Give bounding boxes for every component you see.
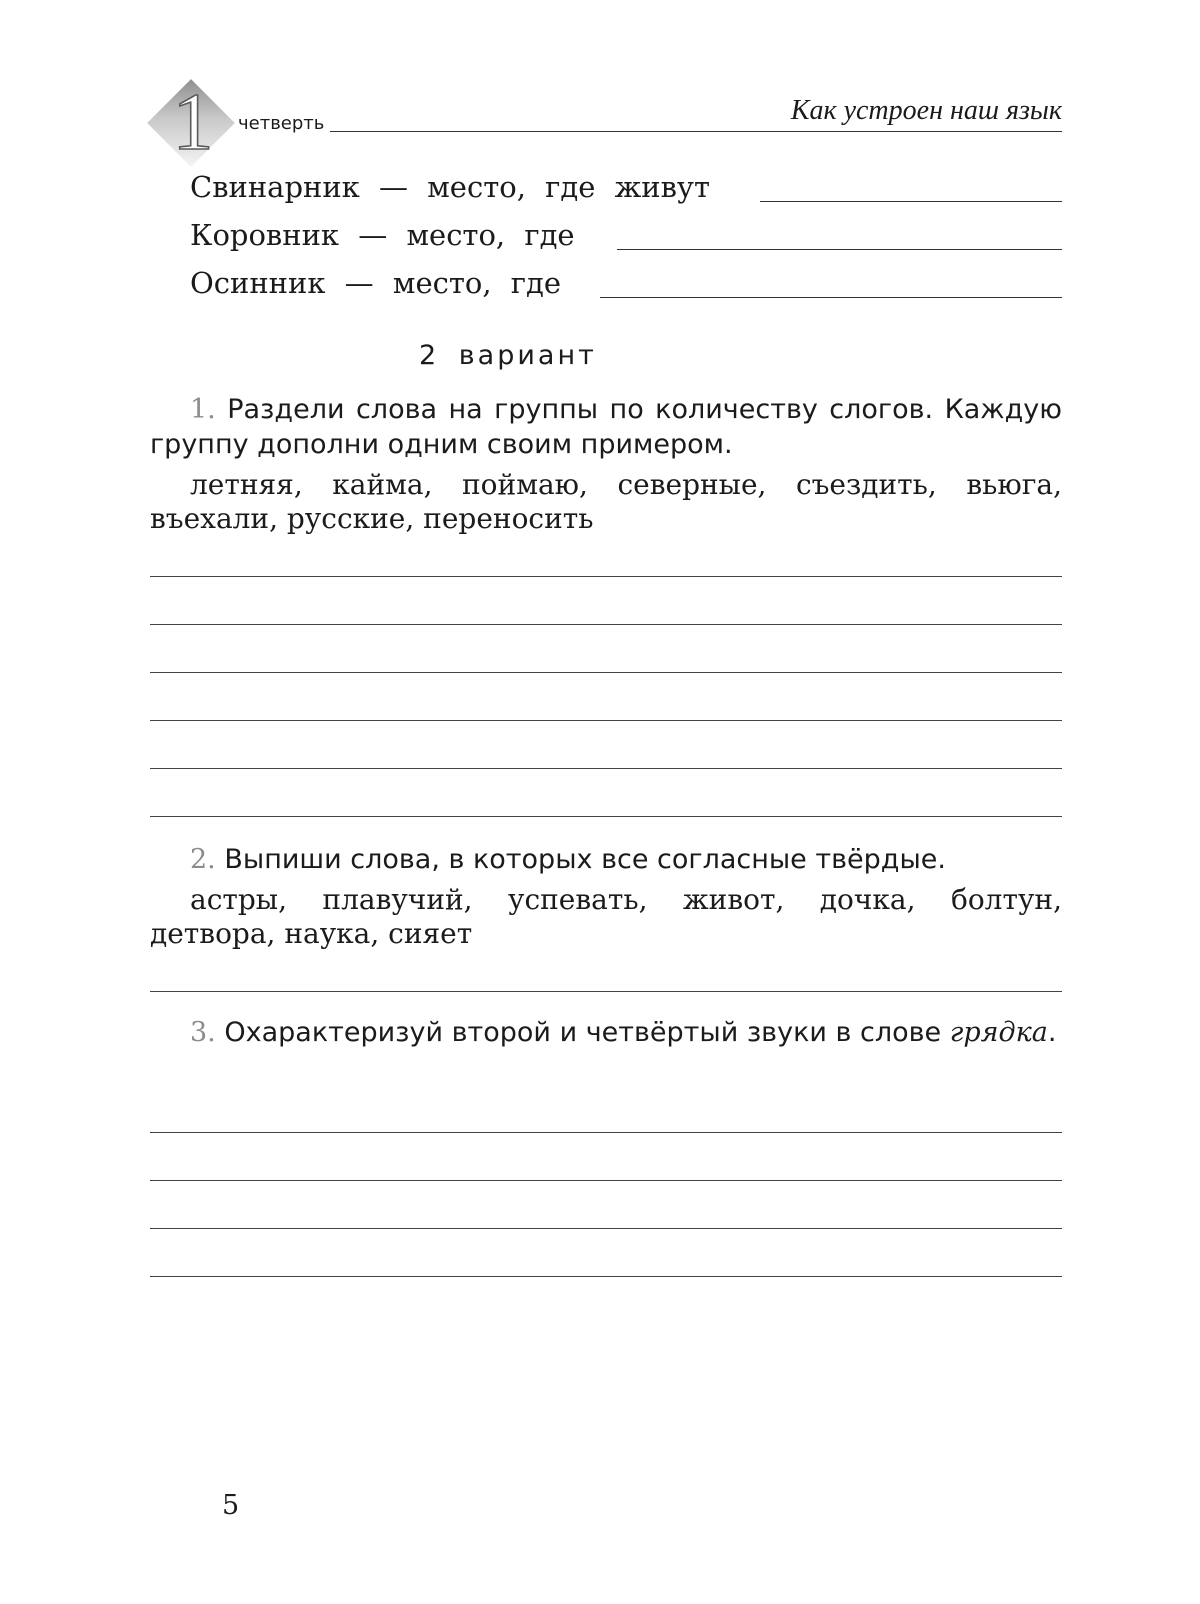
task-3-target-word: грядка — [949, 1017, 1048, 1048]
task-3-answer-line[interactable] — [150, 1132, 1062, 1133]
task-3-number: 3. — [190, 1017, 216, 1048]
task-1-words: летняя, кайма, поймаю, северные, съездить, вьюга, въехали, русские, переносить — [150, 468, 1062, 535]
definition-row-1: Свинарник — место, где живут — [190, 170, 711, 204]
definition-answer-line-2[interactable] — [617, 249, 1062, 250]
task-1-instruction-para — [150, 392, 1062, 462]
quarter-number: 1 — [172, 76, 214, 167]
task-3-answer-line[interactable] — [150, 1276, 1062, 1277]
page-number: 5 — [222, 1490, 240, 1521]
task-1 — [150, 392, 1062, 536]
task-1-answer-line[interactable] — [150, 672, 1062, 673]
task-2-answer-line[interactable] — [150, 991, 1062, 992]
definition-row-2: Коровник — место, где — [190, 218, 575, 252]
task-3-answer-line[interactable] — [150, 1228, 1062, 1229]
task-3-period: . — [1047, 1017, 1057, 1048]
variant-title: 2 вариант — [419, 340, 597, 371]
task-2-number: 2. — [190, 844, 216, 875]
task-3 — [150, 1015, 1062, 1050]
task-2 — [150, 842, 1062, 951]
section-title: Как устроен наш язык — [790, 95, 1062, 126]
task-2-instruction: Выпиши слова, в которых все согласные твёрдые. — [224, 844, 946, 875]
task-2-words: астры, плавучий, успевать, живот, дочка, болтун, детвора, наука, сияет — [150, 883, 1062, 950]
task-1-number: 1. — [190, 394, 216, 425]
task-1-instruction: Раздели слова на группы по количеству слогов. Каждую группу дополни одним своим примером. — [150, 394, 1062, 460]
header-rule — [330, 131, 1062, 132]
task-1-answer-line[interactable] — [150, 720, 1062, 721]
quarter-label: четверть — [238, 113, 325, 134]
task-2-instruction-para — [150, 842, 1062, 877]
task-3-instruction: Охарактеризуй второй и четвёртый звуки в слове — [224, 1017, 942, 1048]
task-3-answer-line[interactable] — [150, 1180, 1062, 1181]
task-1-answer-line[interactable] — [150, 576, 1062, 577]
definition-answer-line-1[interactable] — [760, 201, 1062, 202]
task-3-instruction-para — [150, 1015, 1062, 1050]
definition-row-3: Осинник — место, где — [190, 266, 562, 300]
definition-answer-line-3[interactable] — [600, 297, 1062, 298]
task-1-answer-line[interactable] — [150, 816, 1062, 817]
task-1-answer-line[interactable] — [150, 768, 1062, 769]
task-1-answer-line[interactable] — [150, 624, 1062, 625]
